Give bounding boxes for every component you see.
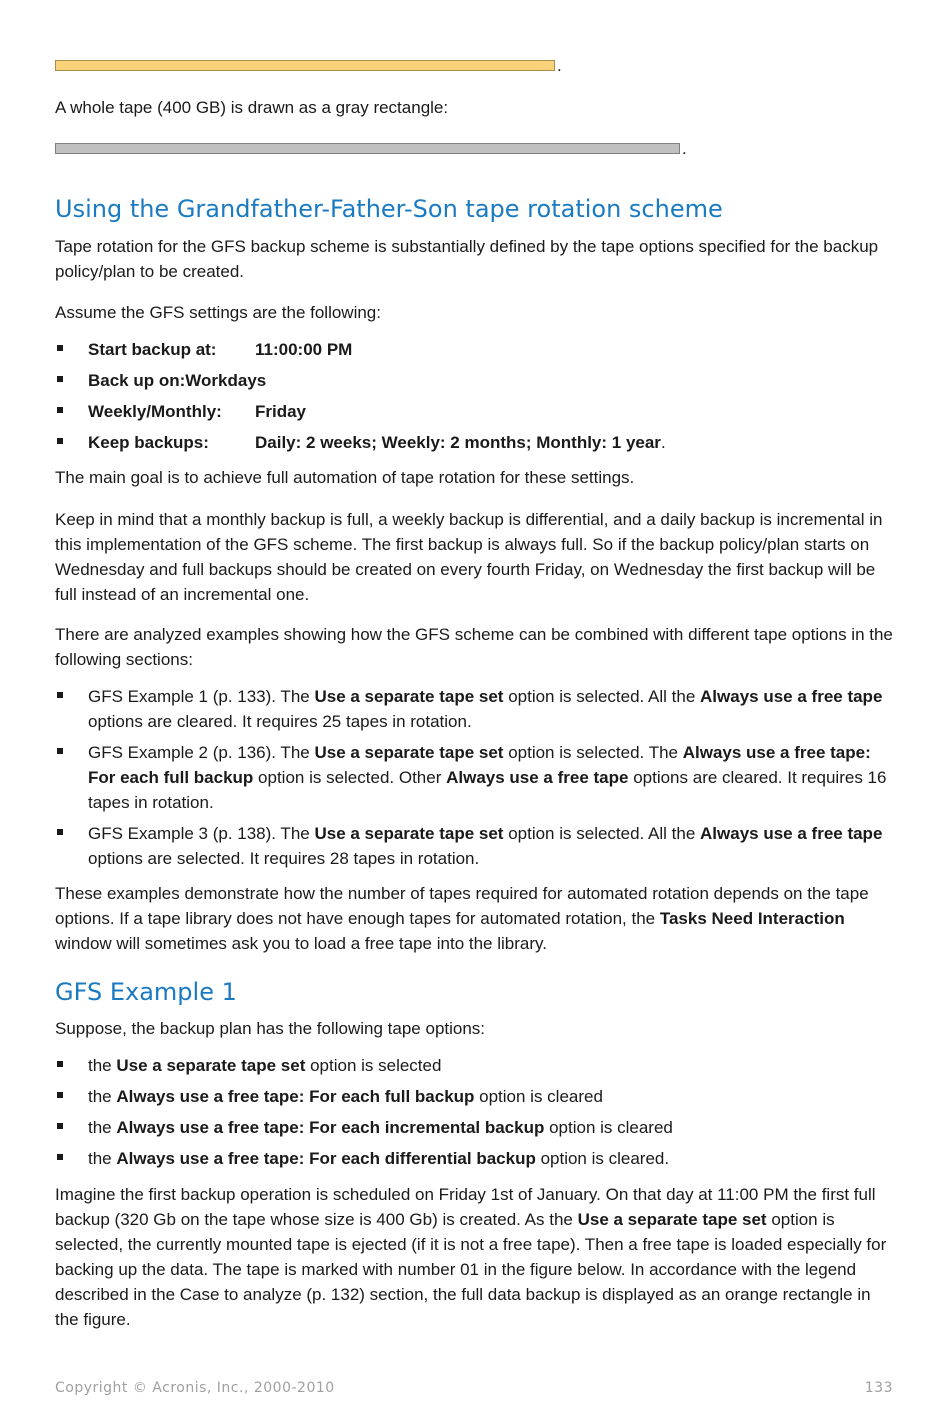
text: the — [88, 1087, 117, 1106]
setting-key: Keep backups: — [88, 433, 209, 452]
bullet-icon — [57, 1061, 63, 1067]
bold-text: Always use a free tape: For each full backup — [116, 1087, 475, 1106]
list-item — [55, 684, 895, 734]
setting-key: Back up on: — [88, 371, 186, 390]
bold-text: Use a separate tape set — [314, 743, 504, 762]
text: option is cleared. — [535, 1149, 670, 1168]
bold-text: Use a separate tape set — [314, 687, 504, 706]
text: These examples demonstrate how the number of tapes required for automated rotation depends on the tape options. If a tape library does not have enough tapes for automated rotation, the — [55, 884, 869, 928]
bar-period: . — [557, 56, 562, 75]
text: option is cleared — [544, 1118, 673, 1137]
section-heading-gfs-rotation: Using the Grandfather-Father-Son tape rotation scheme — [55, 195, 723, 223]
bold-text: Use a separate tape set — [577, 1210, 767, 1229]
text: GFS Example 2 (p. 136). The — [88, 743, 315, 762]
text: options are selected. It requires 28 tapes in rotation. — [88, 849, 480, 868]
bullet-icon — [57, 376, 63, 382]
bullet-icon — [57, 1123, 63, 1129]
paragraph: Keep in mind that a monthly backup is full, a weekly backup is differential, and a daily backup is incremental in this implementation of the GFS scheme. The first backup is always full. So if the backup policy/plan starts on Wednesday and full backups should be created on every fourth Friday, on Wednesday the first backup will be full instead of an incremental one. — [55, 510, 883, 604]
bold-text: Tasks Need Interaction — [659, 909, 845, 928]
text: window will sometimes ask you to load a free tape into the library. — [55, 934, 547, 953]
text: option is cleared — [474, 1087, 603, 1106]
list-item — [55, 399, 895, 424]
page-number: 133 — [864, 1380, 893, 1396]
bold-text: Use a separate tape set — [314, 824, 504, 843]
text: options are cleared. It requires 25 tapes in rotation. — [88, 712, 472, 731]
tape-sentence: A whole tape (400 GB) is drawn as a gray rectangle: — [55, 98, 449, 117]
section-heading-gfs-example-1: GFS Example 1 — [55, 978, 237, 1006]
bullet-icon — [57, 345, 63, 351]
paragraph: Suppose, the backup plan has the following tape options: — [55, 1019, 486, 1038]
list-item — [55, 821, 895, 871]
text: option is selected — [305, 1056, 442, 1075]
list-item — [55, 740, 895, 815]
bullet-icon — [57, 1154, 63, 1160]
bold-text: Always use a free tape: For each incremental backup — [116, 1118, 545, 1137]
list-item — [55, 430, 895, 455]
text: option is selected, the currently mounted tape is ejected (if it is not a free tape). Then a free tape is loaded especially for backing up the data. The tape is marked with number 01 in the figure below. In accordance with the legend described in the Case to analyze (p. 132) section, the full data backup is displayed as an orange rectangle in the figure. — [55, 1210, 887, 1329]
text: option is selected. Other — [253, 768, 447, 787]
bold-text: Always use a free tape — [446, 768, 629, 787]
setting-value: Workdays — [185, 371, 267, 390]
copyright-text: Copyright © Acronis, Inc., 2000-2010 — [55, 1380, 335, 1396]
setting-key: Start backup at: — [88, 340, 217, 359]
bullet-icon — [57, 407, 63, 413]
page-footer — [55, 1380, 893, 1396]
text: GFS Example 3 (p. 138). The — [88, 824, 315, 843]
text: the — [88, 1118, 117, 1137]
bold-text: Always use a free tape — [700, 824, 883, 843]
text: the — [88, 1149, 117, 1168]
bullet-icon — [57, 1092, 63, 1098]
bullet-icon — [57, 829, 63, 835]
bold-text: Always use a free tape: For each full backup — [88, 743, 871, 787]
bullet-icon — [57, 748, 63, 754]
text: option is selected. All the — [503, 824, 701, 843]
paragraph: Tape rotation for the GFS backup scheme is substantially defined by the tape options specified for the backup policy/plan to be created. — [55, 237, 879, 281]
bold-text: Use a separate tape set — [116, 1056, 306, 1075]
full-backup-bar-row — [55, 56, 562, 75]
text: options are cleared. It requires 16 tapes in rotation. — [88, 768, 887, 812]
setting-key: Weekly/Monthly: — [88, 402, 222, 421]
gfs-examples-list — [55, 684, 895, 871]
list-item — [55, 1115, 895, 1140]
bullet-icon — [57, 692, 63, 698]
tape-options-list — [55, 1053, 895, 1171]
paragraph — [55, 1182, 895, 1332]
text: Imagine the first backup operation is scheduled on Friday 1st of January. On that day at 11:00 PM the first full backup (320 Gb on the tape whose size is 400 Gb) is created. As the — [55, 1185, 876, 1229]
setting-suffix: . — [660, 433, 666, 452]
list-item — [55, 368, 895, 393]
text: GFS Example 1 (p. 133). The — [88, 687, 315, 706]
paragraph: There are analyzed examples showing how the GFS scheme can be combined with different tape options in the following sections: — [55, 625, 893, 669]
text: option is selected. The — [503, 743, 683, 762]
full-backup-bar — [55, 60, 555, 71]
setting-value: Daily: 2 weeks; Weekly: 2 months; Monthly: 1 year — [255, 433, 661, 452]
list-item — [55, 1053, 895, 1078]
gfs-settings-list — [55, 337, 895, 455]
setting-value: 11:00:00 PM — [255, 340, 353, 359]
list-item — [55, 1146, 895, 1171]
bullet-icon — [57, 438, 63, 444]
text: option is selected. All the — [503, 687, 701, 706]
setting-value: Friday — [255, 402, 307, 421]
bar-period: . — [682, 139, 687, 158]
list-item — [55, 1084, 895, 1109]
whole-tape-bar-row — [55, 139, 687, 158]
bold-text: Always use a free tape: For each differential backup — [116, 1149, 536, 1168]
text: the — [88, 1056, 117, 1075]
paragraph: Assume the GFS settings are the following: — [55, 303, 381, 322]
paragraph: The main goal is to achieve full automation of tape rotation for these settings. — [55, 468, 635, 487]
paragraph — [55, 881, 895, 956]
bold-text: Always use a free tape — [700, 687, 883, 706]
list-item — [55, 337, 895, 362]
whole-tape-bar — [55, 143, 680, 154]
